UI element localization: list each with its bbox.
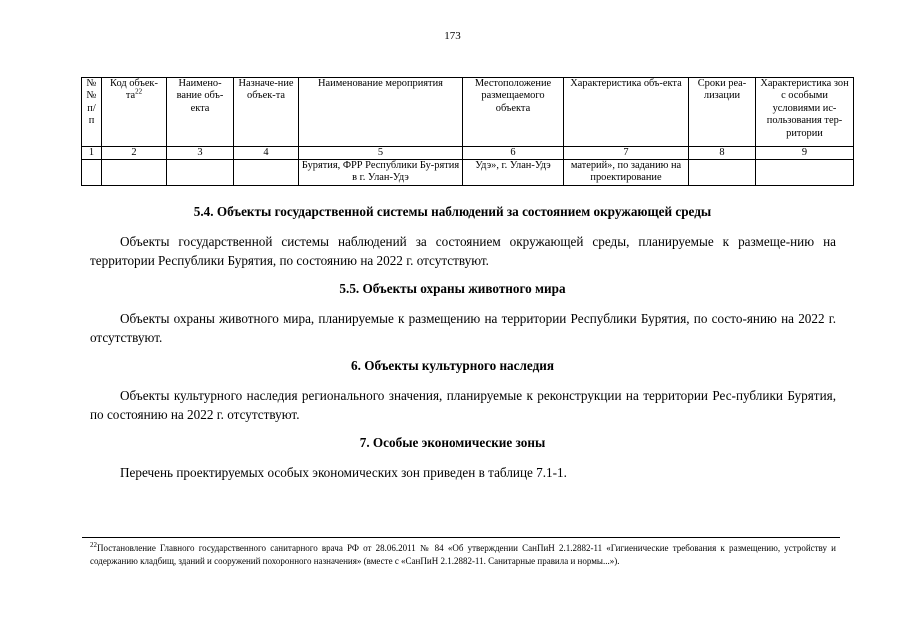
header-cell-object-purpose: Назначе-ние объек-та (234, 78, 299, 147)
column-number: 9 (756, 147, 854, 160)
footnote-ref: 22 (135, 87, 143, 96)
header-cell-special-zones: Характеристика зон с особыми условиями ис-пользования тер-ритории (756, 78, 854, 147)
section-heading-5-4: 5.4. Объекты государственной системы наблюдений за состоянием окружающей среды (193, 204, 712, 219)
footnote-separator (82, 537, 840, 538)
header-cell-timeline: Сроки реа-лизации (689, 78, 756, 147)
table-cell (689, 160, 756, 186)
column-number: 3 (167, 147, 234, 160)
section-paragraph-7: Перечень проектируемых особых экономических зон приведен в таблице 7.1-1. (120, 465, 567, 480)
footnote-marker: 22 (90, 541, 97, 549)
table-row (82, 160, 854, 186)
column-number: 5 (299, 147, 463, 160)
page-number: 173 (444, 30, 461, 42)
section-heading-7: 7. Особые экономические зоны (359, 435, 546, 450)
column-number: 6 (463, 147, 564, 160)
header-cell-characteristics: Характеристика объ-екта (564, 78, 689, 147)
column-number: 2 (102, 147, 167, 160)
header-cell-object-code: Код объек-$та^{22}$ (102, 78, 167, 147)
section-paragraph-5-4: Объекты государственной системы наблюдений за состоянием окружающей среды, планируемые к размеще-нию на территории Республики Бурятия, по состоянию на 2022 г. отсутствуют. (90, 234, 836, 268)
footnote (90, 542, 836, 567)
section-heading-6: 6. Объекты культурного наследия (351, 358, 554, 373)
table-column-number-row (82, 147, 854, 160)
footnote-text: Постановление Главного государственного санитарного врача РФ от 28.06.2011 № 84 «Об утверждении СанПиН 2.1.2882-11 «Гигиенические требования к размещению, устройству и содержанию кладбищ, зданий и сооружений похоронного назначения» (вместе с «СанПиН 2.1.2882-11. Санитарные правила и нормы...»). (90, 543, 836, 566)
section-heading-5-5: 5.5. Объекты охраны животного мира (339, 281, 566, 296)
table-cell (756, 160, 854, 186)
column-number: 8 (689, 147, 756, 160)
table-cell (167, 160, 234, 186)
column-number: 7 (564, 147, 689, 160)
header-cell-location: Местоположение размещаемого объекта (463, 78, 564, 147)
section-paragraph-5-5: Объекты охраны животного мира, планируемые к размещению на территории Республики Бурятия, по состо-янию на 2022 г. отсутствуют. (90, 311, 836, 345)
column-number: 1 (82, 147, 102, 160)
table-cell: материй», по заданию на проектирование (564, 160, 689, 186)
column-number: 4 (234, 147, 299, 160)
table-header-row (82, 78, 854, 147)
table-cell: Бурятия, ФРР Республики Бу-рятия в г. Улан-Удэ (299, 160, 463, 186)
section-paragraph-6: Объекты культурного наследия регионального значения, планируемые к реконструкции на территории Рес-публики Бурятия, по состоянию на 2022 г. отсутствуют. (90, 388, 836, 422)
table-cell (82, 160, 102, 186)
table-cell (234, 160, 299, 186)
table-cell: Удэ», г. Улан-Удэ (463, 160, 564, 186)
table-cell (102, 160, 167, 186)
header-cell-object-name: Наимено-вание объ-екта (167, 78, 234, 147)
planned-objects-table (81, 77, 854, 186)
header-cell-activity-name: Наименование мероприятия (299, 78, 463, 147)
header-cell-number: № № п/ п (82, 78, 102, 147)
